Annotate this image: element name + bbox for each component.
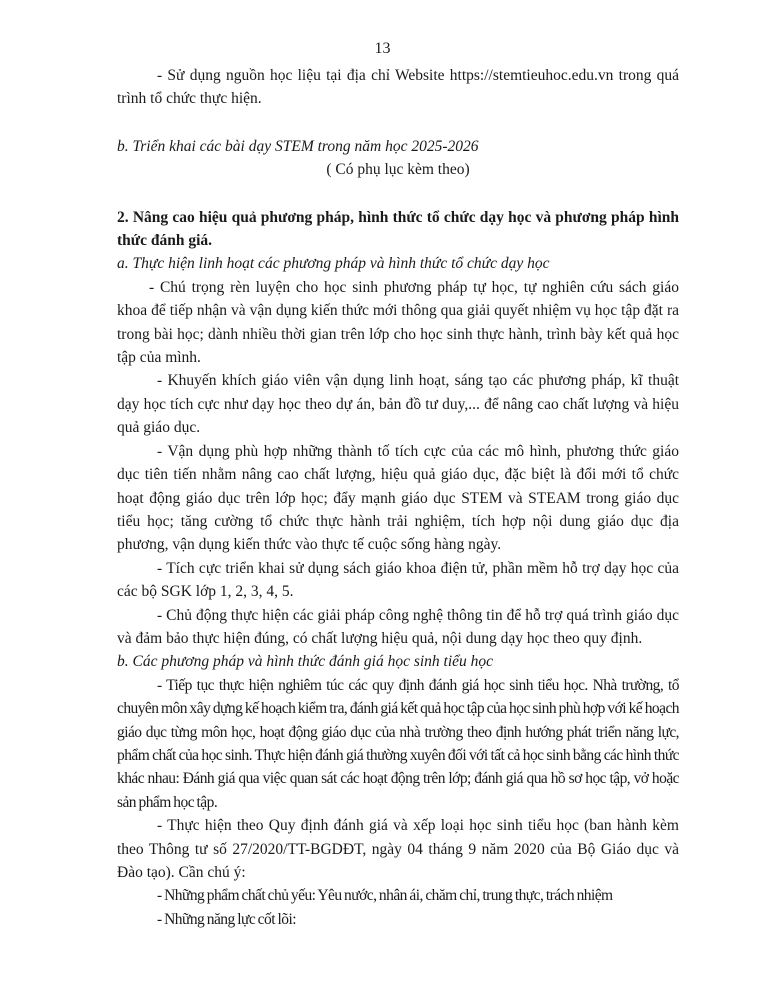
paragraph-circular-27: - Thực hiện theo Quy định đánh giá và xếp loại học sinh tiểu học (ban hành kèm theo Thông tư số 27/2020/TT-BGDĐT, ngày 04 tháng 9 năm 2020 của Bộ Giáo dục và Đào tạo). Cần chú ý: xyxy=(117,817,679,881)
section-heading-2: 2. Nâng cao hiệu quả phương pháp, hình thức tổ chức dạy học và phương pháp hình thức đánh giá. xyxy=(117,208,679,250)
document-body xyxy=(117,64,679,931)
paragraph-assessment-rules: - Tiếp tục thực hiện nghiêm túc các quy định đánh giá học sinh tiểu học. Nhà trường, tổ chuyên môn xây dựng kế hoạch kiểm tra, đánh giá kết quả học tập của học sinh phù hợp với kế hoạch giáo dục từng môn học, hoạt động giáo dục của nhà trường theo định hướng phát triển năng lực, phẩm chất của học sinh. Thực hiện đánh giá thường xuyên đối với tất cả học sinh bằng các hình thức khác nhau: Đánh giá qua việc quan sát các hoạt động trên lớp; đánh giá qua hồ sơ học tập, vở hoặc sản phẩm học tập. xyxy=(117,676,679,811)
list-item-competencies: - Những năng lực cốt lõi: xyxy=(157,910,296,928)
subheading-a-methods: a. Thực hiện linh hoạt các phương pháp và hình thức tổ chức dạy học xyxy=(117,255,550,273)
appendix-note: ( Có phụ lục kèm theo) xyxy=(326,161,470,179)
paragraph-learning-resources: - Sử dụng nguồn học liệu tại địa chỉ Website https://stemtieuhoc.edu.vn trong quá trình tổ chức thực hiện. xyxy=(117,67,679,108)
subheading-stem-lessons: b. Triển khai các bài dạy STEM trong năm học 2025-2026 xyxy=(117,137,479,155)
paragraph-it-solutions: - Chủ động thực hiện các giải pháp công nghệ thông tin để hỗ trợ quá trình giáo dục và đảm bảo thực hiện đúng, có chất lượng hiệu quả, nội dung dạy học theo quy định. xyxy=(117,606,679,647)
paragraph-advanced-models: - Vận dụng phù hợp những thành tố tích cực của các mô hình, phương thức giáo dục tiên tiến nhằm nâng cao chất lượng, hiệu quả giáo dục, đặc biệt là đổi mới tổ chức hoạt động giáo dục trên lớp học; đẩy mạnh giáo dục STEM và STEAM trong giáo dục tiểu học; tăng cường tổ chức thực hành trải nghiệm, tích hợp nội dung giáo dục địa phương, vận dụng kiến thức vào thực tế cuộc sống hàng ngày. xyxy=(117,442,679,554)
paragraph-digital-textbooks: - Tích cực triển khai sử dụng sách giáo khoa điện tử, phần mềm hỗ trợ dạy học của các bộ SGK lớp 1, 2, 3, 4, 5. xyxy=(117,559,679,601)
paragraph-self-study: - Chú trọng rèn luyện cho học sinh phương pháp tự học, tự nghiên cứu sách giáo khoa để tiếp nhận và vận dụng kiến thức mới thông qua giải quyết nhiệm vụ học tập đặt ra trong bài học; dành nhiều thời gian trên lớp cho học sinh thực hành, trình bày kết quả học tập của mình. xyxy=(117,278,679,367)
paragraph-active-teaching: - Khuyến khích giáo viên vận dụng linh hoạt, sáng tạo các phương pháp, kĩ thuật dạy học tích cực như dạy học theo dự án, bản đồ tư duy,... để nâng cao chất lượng và hiệu quả giáo dục. xyxy=(117,372,679,437)
page-number: 13 xyxy=(374,40,391,57)
subheading-b-assessment: b. Các phương pháp và hình thức đánh giá học sinh tiểu học xyxy=(117,653,494,671)
list-item-qualities: - Những phẩm chất chủ yếu: Yêu nước, nhân ái, chăm chỉ, trung thực, trách nhiệm xyxy=(157,887,613,905)
